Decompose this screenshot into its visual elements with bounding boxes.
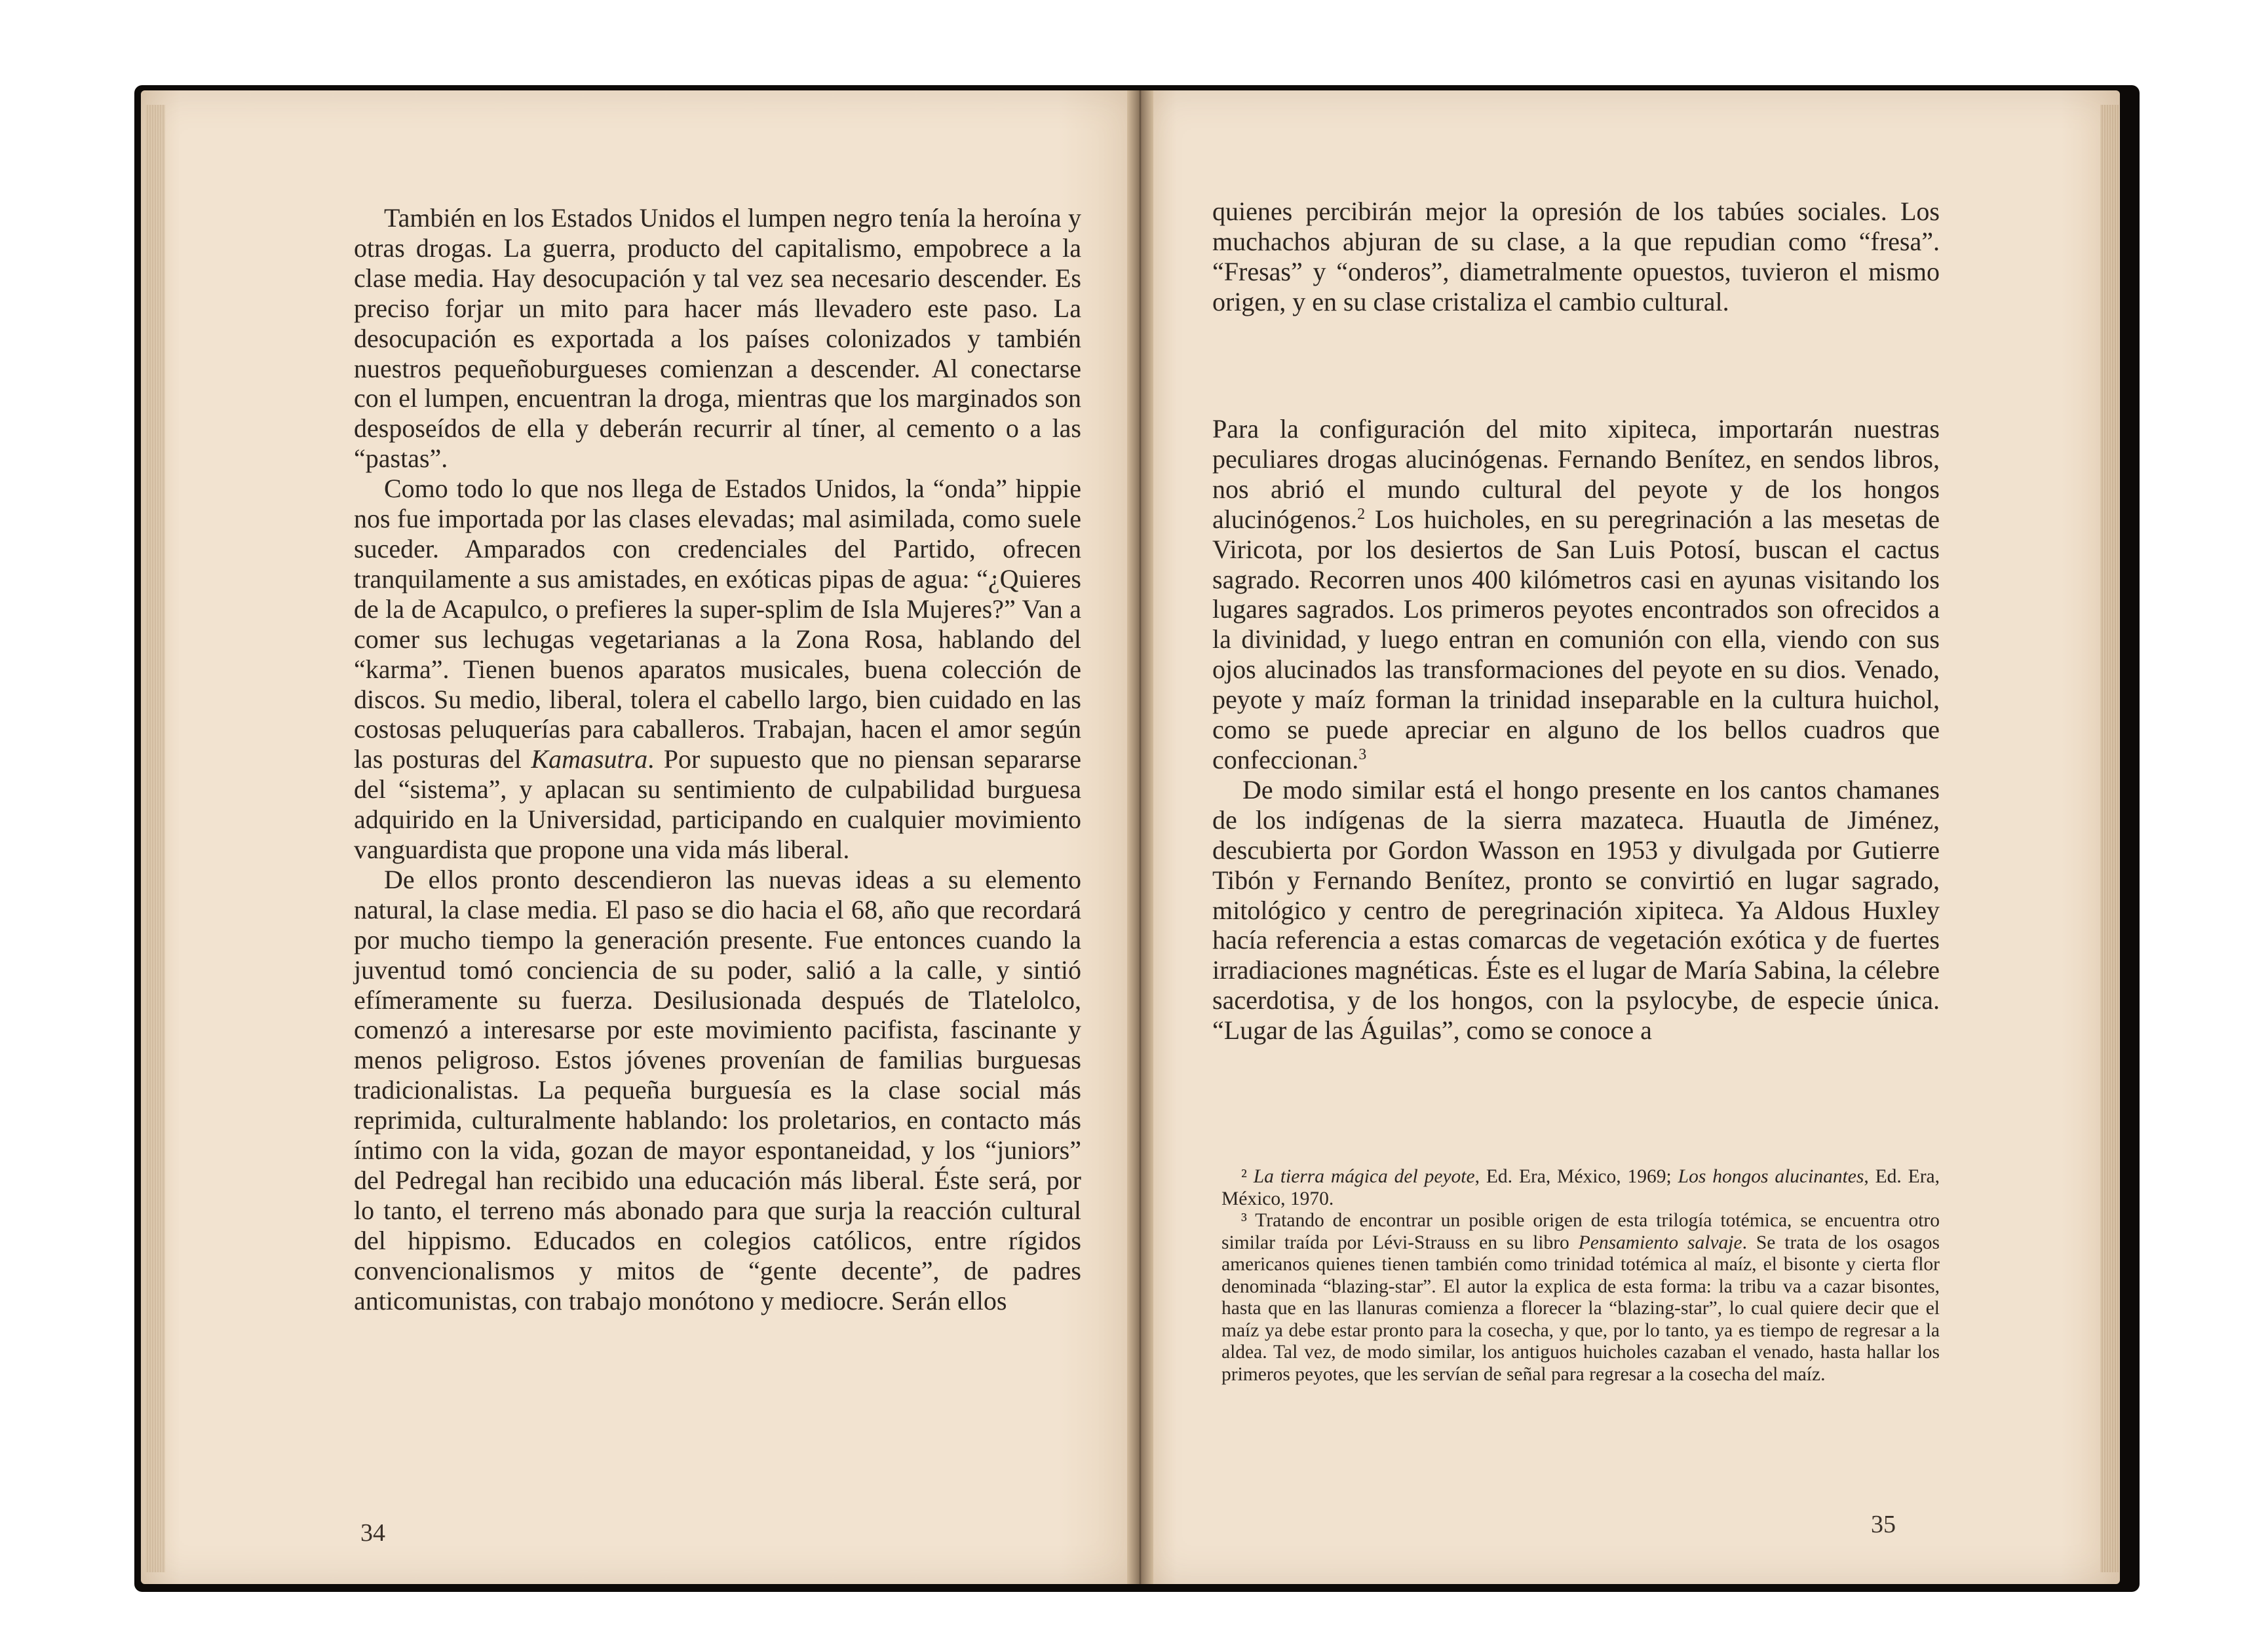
footnote-ref: 2 bbox=[1357, 505, 1366, 523]
paragraph-text: Los huicholes, en su peregrinación a las mesetas de Viricota, por los desiertos de San Luis Potosí, buscan el cactus sagrado. Recorren unos 400 kilómetros casi en ayunas visitando los lugares sagrados. Los primeros peyotes encontrados son ofrecidos a la divinidad, y luego entran en comunión con ella, viendo con sus ojos alucinados las transformaciones del peyote en su dios. Venado, peyote y maíz forman la trinidad inseparable en la cultura huichol, como se puede apreciar en alguno de los bellos cuadros que confeccionan. bbox=[1212, 504, 1940, 774]
page-number-left: 34 bbox=[360, 1519, 385, 1547]
paragraph-text: Como todo lo que nos llega de Estados Unidos, la “onda” hippie nos fue importada por las clases elevadas; mal asimilada, como suele suceder. Amparados con credenciales del Partido, ofrecen tranquilamente a sus amistades, en exóticas pipas de agua: “¿Quieres de la de Acapulco, o prefieres la super-splim de Isla Mujeres?” Van a comer sus lechugas vegetarianas a la Zona Rosa, hablando del “karma”. Tienen buenos aparatos musicales, buena colección de discos. Su medio, liberal, tolera el cabello largo, bien cuidado en las costosas peluquerías para caballeros. Trabajan, hacen el amor según las posturas del bbox=[354, 474, 1081, 774]
footnote-mark: ³ bbox=[1241, 1210, 1247, 1231]
italic-title: Kamasutra bbox=[531, 744, 648, 774]
footnotes bbox=[1221, 1166, 1940, 1386]
footnote-ref: 3 bbox=[1358, 746, 1367, 763]
footnote-text: , Ed. Era, México, 1969; bbox=[1474, 1166, 1678, 1187]
paragraph-text: Para la configuración del mito xipiteca, importarán nuestras peculiares drogas alucinógenas. Fernando Benítez, en sendos libros, nos abrió el mundo cultural del peyote y de los hongos alucinógenos. bbox=[1212, 414, 1940, 534]
right-page-text bbox=[1212, 414, 1940, 1046]
footnote-text: Tratando de encontrar un posible origen de esta trilogía totémica, se encuentra otro similar traída por Lévi-Strauss en su libro bbox=[1221, 1210, 1940, 1253]
left-page-text bbox=[354, 203, 1081, 1316]
paragraph: De modo similar está el hongo presente en los cantos chamanes de los indígenas de la sierra mazateca. Huautla de Jiménez, descubierta por Gordon Wasson en 1953 y divulgada por Gutierre Tibón y Fernando Benítez, pronto se convirtió en lugar sagrado, mitológico y centro de peregrinación xipiteca. Ya Aldous Huxley hacía referencia a estas comarcas de vegetación exótica y de fuertes irradiaciones magnéticas. Éste es el lugar de María Sabina, la célebre sacerdotisa, y de los hongos, con la psylocybe, de especie única. “Lugar de las Águilas”, como se conoce a bbox=[1212, 774, 1940, 1046]
book-gutter bbox=[1127, 90, 1153, 1584]
footnote-mark: ² bbox=[1241, 1166, 1247, 1187]
paragraph: También en los Estados Unidos el lumpen negro tenía la heroína y otras drogas. La guerra, producto del capitalismo, empobrece a la clase media. Hay desocupación y tal vez sea necesario descender. Es preciso forjar un mito para hacer más llevadero este paso. La desocupación es exportada a los países colonizados y también nuestros pequeñoburgueses comienzan a descender. Al conectarse con el lumpen, encuentran la droga, mientras que los marginados son desposeídos de ella y deberán recurrir al tíner, al cemento o a las “pastas”. bbox=[354, 203, 1081, 474]
right-page-edges bbox=[2100, 105, 2119, 1572]
footnote bbox=[1221, 1166, 1940, 1210]
paragraph bbox=[354, 474, 1081, 865]
paragraph-text: . Por supuesto que no piensan separarse del “sistema”, y aplacan su sentimiento de culpabilidad burguesa adquirido en la Universidad, participando en cualquier movimiento vanguardista que propone una vida más liberal. bbox=[354, 744, 1082, 865]
left-page-edges bbox=[145, 105, 165, 1572]
paragraph: quienes percibirán mejor la opresión de los tabúes sociales. Los muchachos abjuran de su clase, a la que repudian como “fresa”. “Fresas” y “onderos”, diametralmente opuestos, tuvieron el mismo origen, y en su clase cristaliza el cambio cultural. bbox=[1212, 197, 1940, 316]
italic-title: La tierra mágica del peyote bbox=[1253, 1166, 1475, 1187]
paragraph bbox=[1212, 414, 1940, 775]
footnote-text: . Se trata de los osagos americanos quienes tienen también como trinidad totémica al maíz, el bisonte y cierta flor denominada “blazing-star”. El autor la explica de esta forma: la tribu va a cazar bisontes, hasta que en las llanuras comienza a florecer la “blazing-star”, lo cual quiere decir que el maíz ya debe estar pronto para la cosecha, y que, por lo tanto, ya es tiempo de regresar a la aldea. Tal vez, de modo similar, los antiguos huicholes cazaban el venado, hasta hallar los primeros peyotes, que les servían de señal para regresar a la cosecha del maíz. bbox=[1221, 1232, 1940, 1385]
paragraph: De ellos pronto descendieron las nuevas ideas a su elemento natural, la clase media. El paso se dio hacia el 68, año que recordará por mucho tiempo la generación presente. Fue entonces cuando la juventud tomó conciencia de su poder, salió a la calle, y sintió efímeramente su fuerza. Desilusionada después de Tlatelolco, comenzó a interesarse por este movimiento pacifista, fascinante y menos peligroso. Estos jóvenes provenían de familias burguesas tradicionalistas. La pequeña burguesía es la clase social más reprimida, culturalmente hablando: los proletarios, en contacto más íntimo con la vida, gozan de mayor espontaneidad, y los “juniors” del Pedregal han recibido una educación más liberal. Éste será, por lo tanto, el terreno más abonado para que surja la reacción cultural del hippismo. Educados en colegios católicos, entre rígidos convencionalismos y mitos de “gente decente”, de padres anticomunistas, con trabajo monótono y mediocre. Serán ellos bbox=[354, 864, 1081, 1315]
italic-title: Los hongos alucinantes bbox=[1678, 1166, 1864, 1187]
page-number-right: 35 bbox=[1871, 1511, 1896, 1538]
footnote bbox=[1221, 1210, 1940, 1386]
right-page-top-text bbox=[1212, 197, 1940, 317]
italic-title: Pensamiento salvaje bbox=[1578, 1232, 1742, 1253]
footnote-text: , Ed. Era, México, 1970. bbox=[1221, 1166, 1940, 1209]
